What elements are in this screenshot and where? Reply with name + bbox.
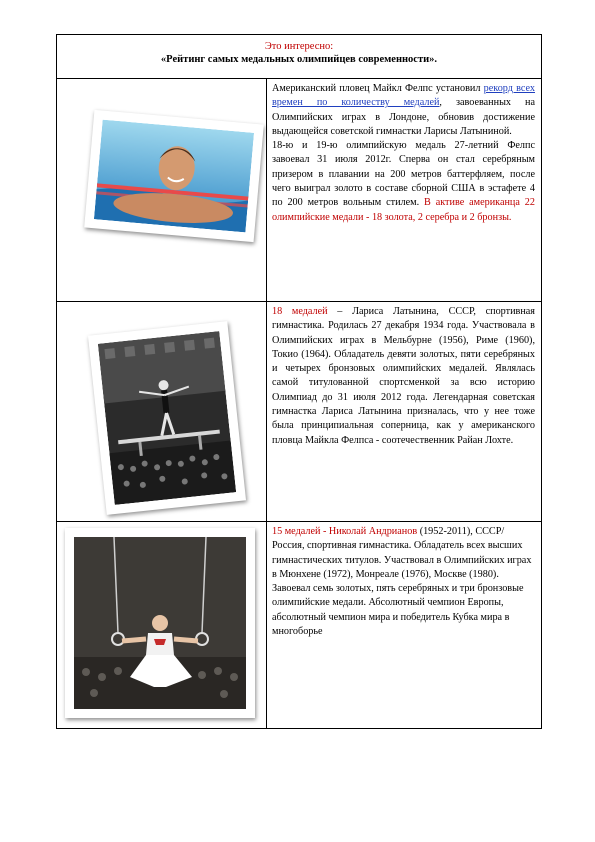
- record-link[interactable]: рекорд всех времен по количеству медалей: [272, 83, 535, 109]
- photo-cell: [57, 522, 267, 728]
- gymnast-rings-photo: [74, 537, 246, 709]
- phelps-medal-count: В активе американца 22 олимпийские медали - 18 золота, 2 серебра и 2 бронзы.: [272, 197, 535, 223]
- gymnast-beam-photo: [98, 331, 236, 505]
- photo-frame: [65, 528, 255, 718]
- table-header: [57, 35, 541, 79]
- intro-label: Это интересно:: [264, 41, 334, 52]
- andrianov-text: 15 медалей - Николай Андрианов (1952-2011), СССР/Россия, спортивная гимнастика. Обладатель всех высших гимнастических титулов. Участвовал в Олимпийских играх в Мюнхене (1972), Монреале (1976), Москве (1980). Завоевал семь золотых, пять серебряных и три бронзовые олимпийские медали. Абсолютный чемпион Европы, абсолютный чемпион мира и победитель Кубка мира в многоборье: [272, 526, 532, 638]
- photo-frame: [84, 110, 264, 242]
- photo-frame: [88, 321, 246, 515]
- andrianov-medal-count: 15 медалей - Николай Андрианов: [272, 526, 418, 537]
- latynina-text: 18 медалей – Лариса Латынина, СССР, спортивная гимнастика. Родилась 27 декабря 1934 года. Участвовала в Олимпийских играх в Мельбурне (1956), Риме (1960), Токио (1964). Обладатель девяти золотых, пяти серебряных и четырех бронзовых олимпийских медалей. Являлась самой титулованной спортсменкой за всю историю Олимпиад до 31 июля 2012 года. Легендарная советская гимнастка Лариса Латынина призналась, что у нее тоже была принципиальная соперница, как у американского пловца Майкла Фелпса - соотечественник Райан Лохте.: [272, 306, 535, 446]
- rating-table: [56, 34, 542, 729]
- latynina-medal-count: 18 медалей: [272, 306, 328, 317]
- swimmer-photo: [94, 120, 254, 233]
- phelps-text: Американский пловец Майкл Фелпс установил рекорд всех времен по количеству медалей, завоеванных на Олимпийских играх в Лондоне, обновив достижение выдающейся советской гимнастки Ларисы Латыниной. 18-ю и 19-ю олимпийскую медаль 27-летний Фелпс завоевал 31 июля 2012г. Сперва он стал серебряным призером в плавании на 200 метров баттерфляем, после чего выиграл золото в составе сборной США в эстафете 4 по 200 метров вольным стилем. В активе американца 22 олимпийские медали - 18 золота, 2 серебра и 2 бронзы.: [272, 83, 535, 223]
- table-row: [57, 302, 541, 522]
- table-row: [57, 79, 541, 302]
- photo-cell: [57, 302, 267, 521]
- table-row: [57, 522, 541, 728]
- table-title: «Рейтинг самых медальных олимпийцев современности».: [160, 54, 438, 65]
- photo-cell: [57, 79, 267, 301]
